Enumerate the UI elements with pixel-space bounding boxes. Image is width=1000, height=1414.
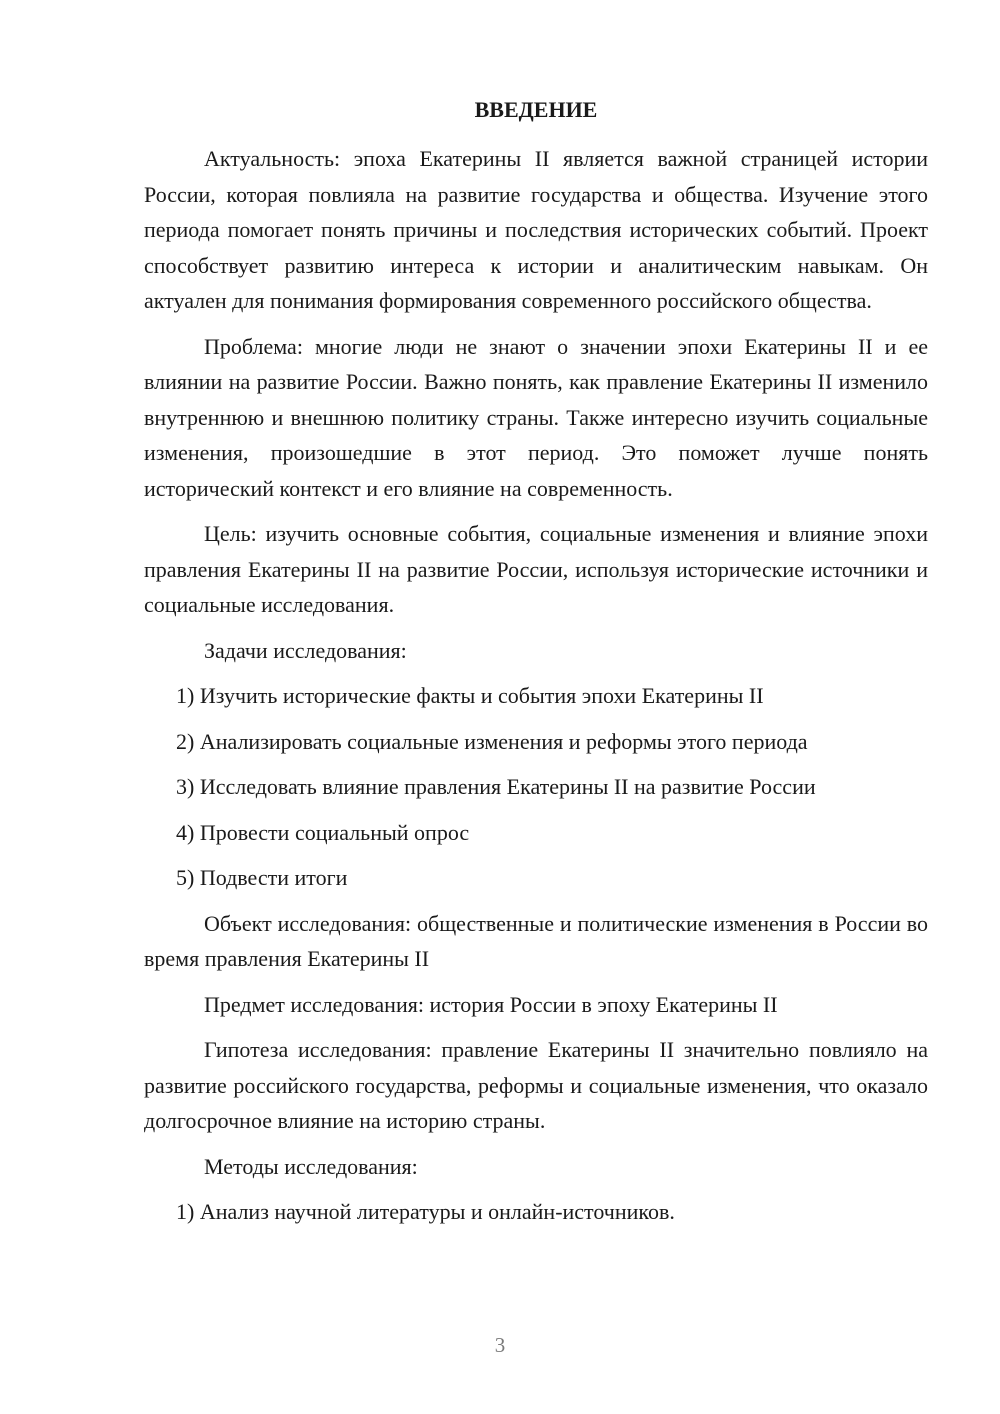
section-title: ВВЕДЕНИЕ [474, 97, 598, 122]
task-item: 4) Провести социальный опрос [176, 819, 470, 845]
methods-list [144, 1194, 928, 1230]
tasks-heading: Задачи исследования: [204, 637, 407, 663]
hypothesis-paragraph: Гипотеза исследования: правление Екатерины II значительно повлияло на развитие российского государства, реформы и социальные изменения, что оказало долгосрочное влияние на историю страны. [144, 1037, 928, 1133]
task-item: 3) Исследовать влияние правления Екатерины II на развитие России [176, 774, 816, 799]
method-item: 1) Анализ научной литературы и онлайн-источников. [176, 1199, 675, 1224]
task-item: 1) Изучить исторические факты и события эпохи Екатерины II [176, 683, 764, 708]
document-page [144, 92, 928, 1240]
methods-heading: Методы исследования: [204, 1153, 418, 1179]
object-paragraph: Объект исследования: общественные и политические изменения в России во время правления Екатерины II [144, 910, 928, 971]
task-item: 5) Подвести итоги [176, 865, 348, 890]
relevance-paragraph: Актуальность: эпоха Екатерины II является важной страницей истории России, которая повлияла на развитие государства и общества. Изучение этого периода помогает понять причины и последствия исторических событий. Проект способствует развитию интереса к истории и аналитическим навыкам. Он актуален для понимания формирования современного российского общества. [144, 146, 928, 313]
task-item: 2) Анализировать социальные изменения и реформы этого периода [176, 728, 808, 754]
page-number: 3 [494, 1333, 506, 1357]
problem-paragraph: Проблема: многие люди не знают о значении эпохи Екатерины II и ее влиянии на развитие России. Важно понять, как правление Екатерины II изменило внутреннюю и внешнюю политику страны. Также интересно изучить социальные изменения, произошедшие в этот период. Это поможет лучше понять исторический контекст и его влияние на современность. [144, 333, 928, 501]
goal-paragraph: Цель: изучить основные события, социальные изменения и влияние эпохи правления Екатерины II на развитие России, используя исторические источники и социальные исследования. [144, 521, 928, 617]
tasks-list [144, 678, 928, 896]
subject-paragraph: Предмет исследования: история России в эпоху Екатерины II [204, 991, 778, 1017]
